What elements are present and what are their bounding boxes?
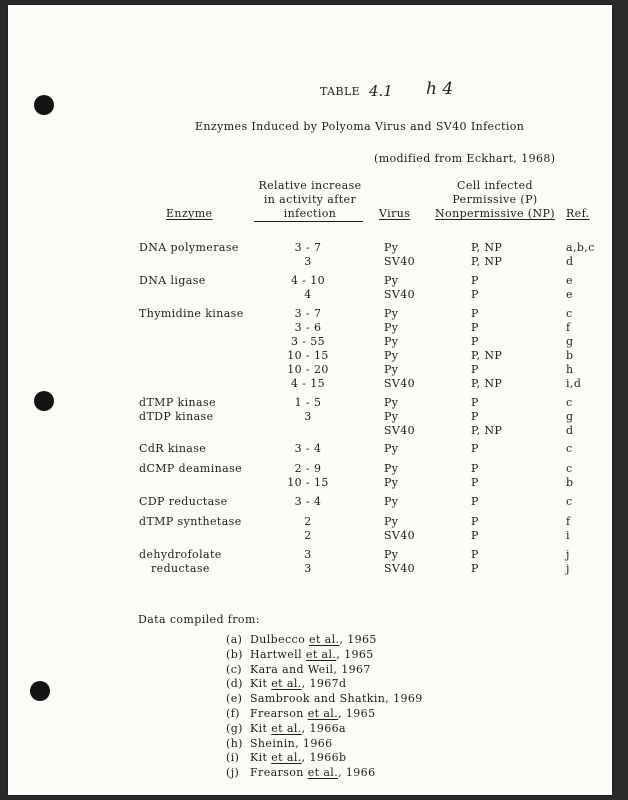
cell-virus: Py [384, 495, 399, 508]
cell-enzyme: CDP reductase [139, 495, 228, 508]
cell-enzyme: dCMP deaminase [139, 462, 243, 475]
cell-ref: c [566, 462, 573, 475]
reference-etal: et al. [307, 707, 339, 720]
cell-cell: P [471, 396, 479, 409]
cell-enzyme: DNA polymerase [139, 241, 239, 254]
cell-cell: P [471, 442, 479, 455]
cell-cell: P [471, 363, 479, 376]
reference-year: , 1966 [338, 766, 376, 780]
cell-increase: 2 [304, 529, 312, 542]
cell-increase: 10 - 15 [287, 349, 329, 362]
punch-hole-top [34, 95, 54, 115]
table-label: TABLE [320, 85, 361, 98]
cell-virus: Py [384, 476, 399, 489]
cell-ref: e [566, 274, 573, 287]
cell-ref: a,b,c [566, 241, 595, 254]
cell-virus: Py [384, 307, 399, 320]
reference-year: , 1967d [301, 677, 347, 691]
reference-citation [250, 677, 347, 690]
cell-cell: P, NP [471, 424, 503, 437]
source-note: (modified from Eckhart, 1968) [374, 152, 556, 165]
cell-virus: SV40 [384, 288, 416, 301]
cell-increase: 10 - 15 [287, 476, 329, 489]
cell-virus: SV40 [384, 562, 416, 575]
cell-enzyme: dehydrofolate [139, 548, 222, 561]
reference-label: (e) [226, 692, 243, 706]
cell-ref: i,d [566, 377, 582, 390]
reference-label: (f) [226, 707, 240, 720]
reference-label: (h) [226, 736, 243, 750]
cell-increase: 3 [304, 410, 312, 423]
cell-increase: 3 - 4 [294, 442, 322, 455]
cell-increase: 1 - 5 [294, 396, 322, 409]
reference-citation [250, 663, 371, 676]
reference-label: (c) [226, 662, 242, 676]
cell-cell: P [471, 515, 479, 528]
cell-ref: c [566, 307, 573, 320]
cell-cell: P [471, 288, 479, 301]
reference-label: (i) [226, 751, 240, 765]
cell-enzyme: dTMP kinase [139, 396, 216, 409]
cell-virus: Py [384, 349, 399, 362]
cell-cell: P [471, 274, 479, 287]
cell-ref: e [566, 288, 573, 301]
cell-increase: 3 - 7 [294, 241, 322, 254]
cell-enzyme: dTDP kinase [139, 410, 214, 423]
reference-label: (g) [226, 721, 243, 735]
cell-ref: g [566, 335, 574, 348]
reference-label: (b) [226, 647, 243, 661]
cell-increase: 10 - 20 [287, 363, 329, 376]
cell-increase: 4 - 10 [290, 274, 326, 287]
cell-ref: h [566, 363, 574, 376]
cell-enzyme: DNA ligase [139, 274, 206, 287]
cell-increase: 2 - 9 [294, 462, 322, 475]
reference-author: Frearson [250, 766, 304, 780]
cell-ref: j [566, 562, 570, 575]
reference-author: Hartwell [250, 647, 302, 661]
cell-ref: g [566, 410, 574, 423]
header-increase-line1: Relative increase [258, 179, 362, 192]
cell-virus: Py [384, 442, 399, 455]
header-increase-line3: infection [283, 207, 337, 220]
reference-author: Frearson [250, 707, 304, 720]
reference-label: (a) [226, 633, 243, 646]
punch-hole-middle [34, 391, 54, 411]
header-enzyme: Enzyme [166, 207, 213, 220]
cell-virus: SV40 [384, 377, 416, 390]
cell-cell: P [471, 307, 479, 320]
cell-virus: SV40 [384, 255, 416, 268]
reference-author: Kit [250, 751, 268, 765]
cell-ref: i [566, 529, 570, 542]
handwritten-table-number: 4.1 [369, 82, 393, 100]
cell-virus: Py [384, 396, 399, 409]
reference-author: Sheinin, 1966 [250, 736, 333, 750]
cell-cell: P [471, 562, 479, 575]
cell-cell: P [471, 462, 479, 475]
header-ref: Ref. [566, 207, 590, 220]
cell-enzyme: reductase [151, 562, 210, 575]
reference-citation [250, 751, 347, 764]
cell-cell: P [471, 321, 479, 334]
cell-virus: Py [384, 274, 399, 287]
cell-increase: 3 - 7 [294, 307, 322, 320]
cell-cell: P [471, 476, 479, 489]
cell-cell: P [471, 548, 479, 561]
reference-year: , 1966b [301, 751, 347, 765]
reference-label: (d) [226, 677, 243, 691]
reference-author: Kit [250, 721, 268, 735]
cell-virus: Py [384, 548, 399, 561]
cell-virus: SV40 [384, 529, 416, 542]
cell-cell: P, NP [471, 255, 503, 268]
cell-cell: P [471, 529, 479, 542]
header-increase-line2: in activity after [263, 193, 357, 206]
reference-citation [250, 737, 333, 750]
reference-author: Dulbecco [250, 633, 306, 646]
cell-ref: d [566, 424, 574, 437]
cell-virus: Py [384, 410, 399, 423]
reference-etal: et al. [271, 677, 302, 691]
reference-label: (j) [226, 766, 240, 780]
handwritten-page-number: h 4 [426, 79, 454, 99]
cell-cell: P [471, 495, 479, 508]
reference-year: , 1965 [338, 707, 376, 720]
reference-etal: et al. [271, 751, 302, 765]
cell-enzyme: CdR kinase [139, 442, 207, 455]
cell-ref: f [566, 515, 571, 528]
reference-etal: et al. [271, 721, 302, 735]
punch-hole-bottom [30, 681, 50, 701]
reference-author: Kit [250, 677, 268, 691]
cell-ref: c [566, 396, 573, 409]
reference-citation [250, 692, 423, 705]
cell-increase: 3 - 4 [294, 495, 322, 508]
cell-increase: 3 - 6 [294, 321, 322, 334]
header-cell-line1: Cell infected [457, 179, 533, 192]
reference-citation [250, 722, 346, 735]
cell-increase: 3 [304, 562, 312, 575]
header-virus: Virus [379, 207, 411, 220]
cell-virus: Py [384, 335, 399, 348]
cell-virus: SV40 [384, 424, 416, 437]
reference-etal: et al. [307, 766, 339, 780]
reference-citation [250, 633, 377, 646]
header-cell-line2: Permissive (P) [452, 193, 538, 206]
reference-citation [250, 766, 375, 779]
cell-virus: Py [384, 241, 399, 254]
reference-etal: et al. [309, 633, 340, 646]
cell-ref: f [566, 321, 571, 334]
header-cell-line3: Nonpermissive (NP) [435, 207, 555, 220]
cell-cell: P [471, 410, 479, 423]
reference-author: Sambrook and Shatkin, 1969 [250, 692, 423, 706]
cell-cell: P [471, 335, 479, 348]
cell-virus: Py [384, 462, 399, 475]
cell-increase: 3 - 55 [290, 335, 326, 348]
cell-ref: j [566, 548, 570, 561]
reference-etal: et al. [305, 647, 337, 661]
cell-cell: P, NP [471, 241, 503, 254]
cell-virus: Py [384, 363, 399, 376]
cell-cell: P, NP [471, 349, 503, 362]
cell-ref: c [566, 442, 573, 455]
header-increase-underline [254, 221, 363, 222]
cell-increase: 4 - 15 [290, 377, 326, 390]
cell-ref: b [566, 349, 574, 362]
cell-ref: b [566, 476, 574, 489]
compiled-heading: Data compiled from: [138, 613, 260, 626]
cell-cell: P, NP [471, 377, 503, 390]
reference-author: Kara and Weil, 1967 [250, 662, 371, 676]
reference-year: , 1966a [301, 721, 347, 735]
reference-citation [250, 707, 375, 720]
reference-year: , 1965 [336, 647, 374, 661]
cell-enzyme: dTMP synthetase [139, 515, 242, 528]
reference-year: , 1965 [339, 633, 377, 646]
cell-ref: d [566, 255, 574, 268]
document-page [8, 5, 612, 795]
cell-ref: c [566, 495, 573, 508]
cell-increase: 3 [304, 255, 312, 268]
reference-citation [250, 648, 374, 661]
cell-increase: 3 [304, 548, 312, 561]
table-title: Enzymes Induced by Polyoma Virus and SV40 Infection [195, 120, 525, 133]
cell-virus: Py [384, 515, 399, 528]
cell-virus: Py [384, 321, 399, 334]
cell-increase: 2 [304, 515, 312, 528]
cell-increase: 4 [304, 288, 312, 301]
cell-enzyme: Thymidine kinase [139, 307, 244, 320]
